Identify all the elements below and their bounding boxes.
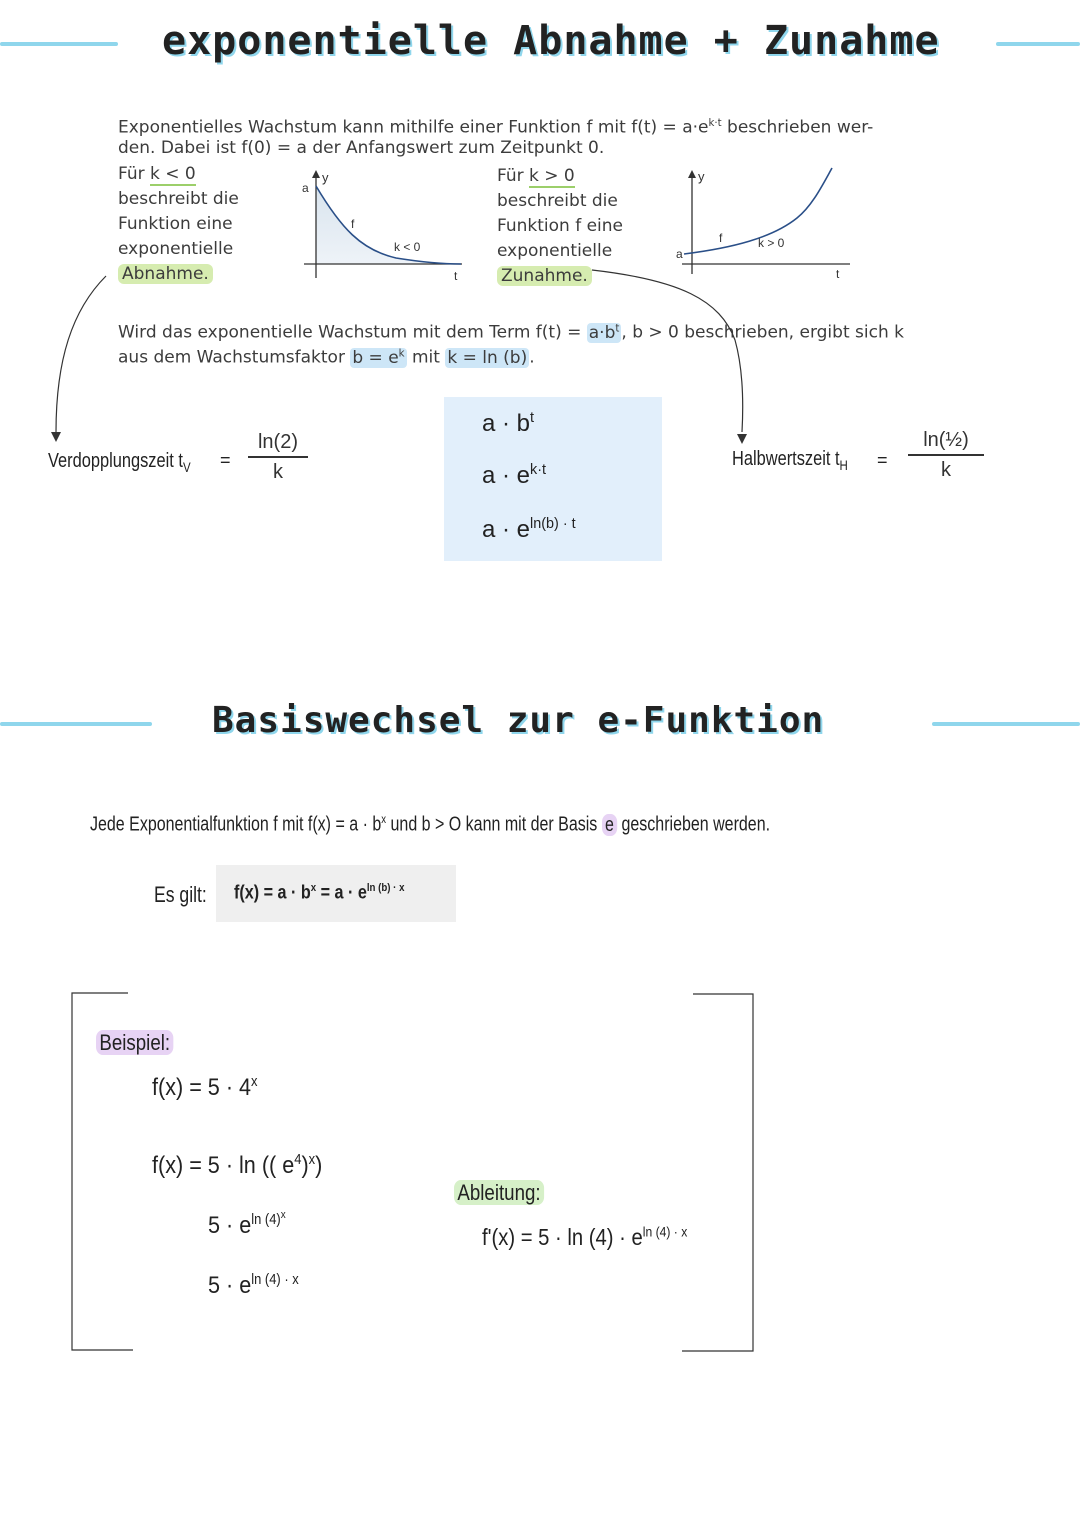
term-text-end: , b > 0 beschrieben, ergibt sich k	[621, 322, 904, 343]
increase-condition: k > 0	[529, 166, 575, 186]
half-life-text: Halbwertszeit t	[732, 448, 840, 470]
growth-factor-text: aus dem Wachstumsfaktor	[118, 347, 351, 368]
statement-e: e	[602, 814, 617, 836]
base-form-1-base: a · b	[482, 410, 531, 437]
doubling-numerator: ln(2)	[257, 431, 298, 453]
increase-t-label: t	[836, 267, 840, 281]
decrease-f-label: f	[351, 217, 355, 231]
example-line-2-exp: 4	[294, 1152, 302, 1168]
example-line-4-text: 5 · e	[208, 1272, 252, 1299]
increase-a-label: a	[676, 247, 683, 261]
doubling-time-sub: V	[182, 459, 191, 475]
decrease-condition: k < 0	[150, 164, 196, 184]
decrease-a-label: a	[302, 181, 309, 195]
es-gilt-formula-a: f(x) = a · b	[234, 882, 311, 904]
base-form-3-base: a · e	[482, 516, 531, 543]
k-formula-highlight: k = ln (b)	[447, 347, 528, 368]
half-life-sub: H	[839, 457, 848, 473]
initial-value-formula: f(0) = a	[241, 138, 307, 158]
statement-formula: f(x) = a · b	[307, 813, 382, 836]
for-label: Für	[118, 164, 151, 184]
half-life-numerator: ln(½)	[923, 429, 969, 451]
increase-line-3: Funktion f eine	[497, 216, 624, 236]
intro-text: Exponentielles Wachstum kann mithilfe einer Funktion f mit	[118, 117, 632, 138]
example-label	[96, 1030, 173, 1056]
example-line-2-exp-x: x	[308, 1152, 316, 1168]
half-life-denominator: k	[941, 458, 951, 481]
increase-keyword: Zunahme.	[497, 266, 592, 286]
example-line-4	[208, 1272, 299, 1300]
base-form-1-exp: t	[530, 410, 535, 426]
derivative-formula	[482, 1224, 687, 1251]
es-gilt-formula-b-exp: ln (b) · x	[366, 882, 405, 894]
decrease-y-label: y	[322, 170, 329, 185]
increase-line-4: exponentielle	[497, 241, 613, 261]
es-gilt-formula-a-exp: x	[310, 882, 317, 894]
page-title: exponentielle Abnahme + Zunahme	[162, 18, 940, 64]
term-highlight-exp: t	[615, 323, 620, 334]
half-life-equals: =	[877, 450, 888, 470]
example-line-3-text: 5 · e	[208, 1212, 252, 1239]
doubling-equals: =	[220, 450, 231, 470]
section-title: Basiswechsel zur e-Funktion	[212, 700, 825, 741]
statement-text-2: und b > O kann mit der Basis	[386, 813, 602, 836]
intro-formula-exp: k·t	[708, 118, 722, 129]
decrease-line-3: Funktion eine	[118, 214, 233, 234]
decrease-line-2: beschreibt die	[118, 189, 239, 209]
term-formula: f(t) =	[535, 322, 587, 343]
example-line-2-close: )	[315, 1152, 323, 1179]
decrease-t-label: t	[454, 269, 458, 283]
increase-line-2: beschreibt die	[497, 191, 618, 211]
derivative-formula-exp: ln (4) · x	[642, 1224, 688, 1240]
example-line-4-exp: ln (4) · x	[251, 1272, 299, 1288]
increase-f-label: f	[719, 231, 723, 245]
statement-text-end: geschrieben werden.	[617, 813, 771, 836]
intro-text-2: den. Dabei ist	[118, 138, 242, 158]
intro-formula: f(t) = a·e	[631, 117, 709, 138]
increase-k-label: k > 0	[758, 236, 785, 250]
for-label-2: Für	[497, 166, 530, 186]
example-line-3	[208, 1209, 286, 1240]
example-line-3-exp-x: x	[280, 1209, 286, 1221]
example-line-1-exp: x	[251, 1074, 258, 1090]
derivative-formula-text: f'(x) = 5 · ln (4) · e	[482, 1224, 643, 1250]
base-form-2-base: a · e	[482, 462, 531, 489]
doubling-time-text: Verdopplungszeit t	[48, 450, 183, 472]
decrease-keyword: Abnahme.	[118, 264, 213, 284]
right-bracket	[682, 994, 753, 1351]
term-highlight-base: a·b	[588, 322, 616, 343]
term-period: .	[529, 347, 535, 368]
example-line-3-exp: ln (4)	[251, 1212, 281, 1228]
growth-factor-exp: k	[398, 348, 405, 359]
es-gilt-label: Es gilt:	[154, 882, 207, 907]
base-form-3-exp: ln(b) · t	[530, 516, 576, 532]
example-line-2-paren: )	[301, 1152, 309, 1179]
example-label-text: Beispiel:	[96, 1030, 173, 1055]
decrease-line-4: exponentielle	[118, 239, 234, 259]
example-line-1-text: f(x) = 5 · 4	[152, 1074, 252, 1101]
term-text: Wird das exponentielle Wachstum mit dem Term	[118, 322, 536, 343]
base-form-2-exp: k·t	[530, 462, 547, 478]
derivative-label	[454, 1180, 544, 1206]
derivative-label-text: Ableitung:	[454, 1180, 544, 1205]
intro-text-end: beschrieben wer-	[721, 117, 874, 138]
example-line-2	[152, 1152, 322, 1180]
with-text: mit	[406, 347, 446, 368]
example-line-2-text: f(x) = 5 · ln (( e	[152, 1152, 295, 1179]
doubling-denominator: k	[273, 460, 283, 483]
es-gilt-formula-b: = a · e	[316, 882, 367, 904]
statement-text: Jede Exponentialfunktion f mit	[90, 813, 308, 836]
decrease-k-label: k < 0	[394, 240, 421, 254]
increase-y-label: y	[698, 169, 705, 184]
statement-formula-exp: x	[381, 812, 387, 826]
example-line-1	[152, 1074, 258, 1102]
growth-factor-formula: b = e	[352, 347, 399, 368]
intro-text-2-end: der Anfangswert zum Zeitpunkt 0.	[306, 138, 605, 158]
